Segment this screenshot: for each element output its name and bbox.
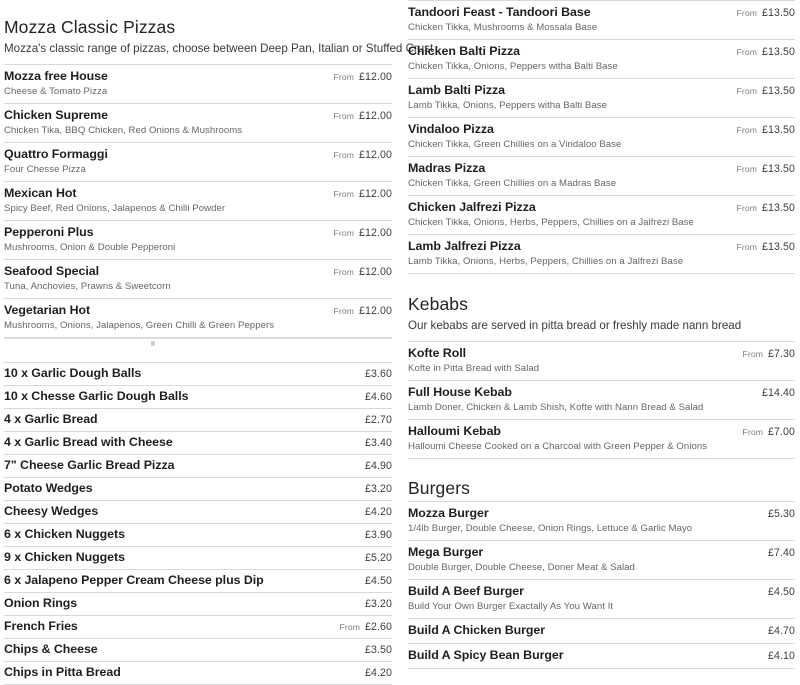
menu-item-name: 10 x Chesse Garlic Dough Balls bbox=[4, 389, 189, 403]
menu-item[interactable] bbox=[4, 64, 392, 103]
menu-item-description: Lamb Tikka, Onions, Herbs, Peppers, Chillies on a Jalfrezi Base bbox=[408, 256, 684, 267]
menu-item-price-group bbox=[350, 437, 392, 449]
menu-item-description: Spicy Beef, Red Onions, Jalapenos & Chilli Powder bbox=[4, 203, 226, 214]
menu-item-price-group bbox=[350, 391, 392, 403]
menu-item-price: £3.40 bbox=[364, 437, 392, 449]
menu-item-head bbox=[408, 648, 795, 663]
menu-item[interactable] bbox=[408, 579, 795, 618]
menu-item-head bbox=[408, 83, 795, 98]
menu-item-name: Potato Wedges bbox=[4, 481, 93, 495]
menu-item-price: £4.10 bbox=[767, 650, 795, 662]
section-title-kebabs: Kebabs bbox=[408, 294, 468, 314]
menu-item-description: Cheese & Tomato Pizza bbox=[4, 86, 108, 97]
menu-item-head bbox=[408, 506, 795, 521]
menu-item[interactable] bbox=[408, 643, 795, 668]
menu-item-name: 10 x Garlic Dough Balls bbox=[4, 366, 142, 380]
menu-item-price: £5.20 bbox=[364, 552, 392, 564]
menu-item-name: Kofte Roll bbox=[408, 346, 467, 360]
menu-item-head bbox=[4, 412, 392, 427]
section-subtitle-kebabs: Our kebabs are served in pitta bread or freshly made nann bread bbox=[408, 319, 742, 332]
menu-item-price-group bbox=[753, 586, 795, 598]
menu-item-head bbox=[408, 200, 795, 215]
menu-item[interactable] bbox=[408, 540, 795, 579]
menu-item-description: Mushrooms, Onion & Double Pepperoni bbox=[4, 242, 176, 253]
menu-item-head bbox=[4, 504, 392, 519]
menu-item-head bbox=[4, 389, 392, 404]
menu-item-description: Chicken Tikka, Mushrooms & Mossala Base bbox=[408, 22, 598, 33]
menu-item-price: £4.20 bbox=[364, 667, 392, 679]
menu-item-head bbox=[4, 69, 392, 84]
menu-item[interactable] bbox=[4, 592, 392, 615]
menu-item-price-group bbox=[727, 46, 795, 58]
menu-item-price-group bbox=[350, 414, 392, 426]
menu-item-price: £13.50 bbox=[761, 241, 795, 253]
menu-item[interactable] bbox=[408, 380, 795, 419]
menu-item-price: £3.60 bbox=[364, 368, 392, 380]
menu-item-head bbox=[408, 122, 795, 137]
menu-item-description: Kofte in Pitta Bread with Salad bbox=[408, 363, 540, 374]
menu-item-head bbox=[408, 623, 795, 638]
menu-item[interactable] bbox=[4, 454, 392, 477]
menu-item-description: 1/4lb Burger, Double Cheese, Onion Rings, Lettuce & Garlic Mayo bbox=[408, 523, 693, 534]
menu-item-price: £2.70 bbox=[364, 414, 392, 426]
menu-item-price-group bbox=[350, 552, 392, 564]
menu-item-head bbox=[408, 424, 795, 439]
menu-item-description: Chicken Tikka, Onions, Herbs, Peppers, Chillies on a Jalfrezi Base bbox=[408, 217, 694, 228]
price-from-label: From bbox=[333, 150, 354, 160]
menu-item-name: Pepperoni Plus bbox=[4, 225, 94, 239]
menu-item-price: £4.50 bbox=[364, 575, 392, 587]
menu-item-price-group bbox=[727, 202, 795, 214]
menu-item-description: Lamb Tikka, Onions, Peppers witha Balti Base bbox=[408, 100, 607, 111]
menu-item-price: £3.90 bbox=[364, 529, 392, 541]
menu-item-price: £7.40 bbox=[767, 547, 795, 559]
price-from-label: From bbox=[736, 164, 757, 174]
menu-item[interactable] bbox=[408, 501, 795, 540]
menu-item-name: Chicken Balti Pizza bbox=[408, 44, 520, 58]
price-from-label: From bbox=[742, 427, 763, 437]
menu-item[interactable] bbox=[4, 103, 392, 142]
menu-item-head bbox=[4, 147, 392, 162]
menu-item[interactable] bbox=[4, 142, 392, 181]
menu-item-name: 9 x Chicken Nuggets bbox=[4, 550, 125, 564]
menu-item-price: £4.90 bbox=[364, 460, 392, 472]
menu-item-price-group bbox=[324, 110, 392, 122]
menu-item-price: £13.50 bbox=[761, 85, 795, 97]
menu-item[interactable] bbox=[4, 181, 392, 220]
menu-item-description: Halloumi Cheese Cooked on a Charcoal with Green Pepper & Onions bbox=[408, 441, 708, 452]
menu-item-name: Quattro Formaggi bbox=[4, 147, 108, 161]
menu-item-head bbox=[4, 303, 392, 318]
clipped-heading-artifact bbox=[151, 341, 155, 346]
menu-item-head bbox=[4, 264, 392, 279]
right-column bbox=[400, 0, 800, 662]
menu-item-head bbox=[4, 186, 392, 201]
menu-item-description: Chicken Tikka, Green Chillies on a Madras Base bbox=[408, 178, 617, 189]
menu-item-price-group bbox=[324, 71, 392, 83]
menu-item-name: Onion Rings bbox=[4, 596, 78, 610]
menu-item-price-group bbox=[350, 598, 392, 610]
menu-item-price: £13.50 bbox=[761, 46, 795, 58]
menu-item-price-group bbox=[727, 7, 795, 19]
menu-item-name: Halloumi Kebab bbox=[408, 424, 501, 438]
menu-item[interactable] bbox=[4, 298, 392, 337]
menu-item-price: £12.00 bbox=[358, 305, 392, 317]
menu-item[interactable] bbox=[4, 385, 392, 408]
menu-item-price: £3.50 bbox=[364, 644, 392, 656]
menu-item-price-group bbox=[350, 667, 392, 679]
menu-item-head bbox=[408, 5, 795, 20]
menu-item-description: Chicken Tikka, Green Chillies on a Vindaloo Base bbox=[408, 139, 622, 150]
menu-item-price: £4.50 bbox=[767, 586, 795, 598]
menu-item-head bbox=[408, 385, 795, 400]
menu-item-name: Full House Kebab bbox=[408, 385, 512, 399]
menu-item-name: Build A Chicken Burger bbox=[408, 623, 546, 637]
price-from-label: From bbox=[736, 8, 757, 18]
menu-item-name: Cheesy Wedges bbox=[4, 504, 99, 518]
menu-item-price-group bbox=[727, 163, 795, 175]
menu-item-description: Four Chesse Pizza bbox=[4, 164, 86, 175]
menu-item[interactable] bbox=[4, 477, 392, 500]
section-subtitle-mozza-classic-pizzas: Mozza's classic range of pizzas, choose between Deep Pan, Italian or Stuffed Crust bbox=[4, 42, 434, 55]
menu-item-price: £12.00 bbox=[358, 227, 392, 239]
menu-item-price-group bbox=[330, 621, 392, 633]
price-from-label: From bbox=[339, 622, 360, 632]
menu-item-description: Double Burger, Double Cheese, Doner Meat & Salad bbox=[408, 562, 635, 573]
menu-item-head bbox=[408, 545, 795, 560]
menu-item[interactable] bbox=[4, 638, 392, 661]
menu-item[interactable] bbox=[4, 569, 392, 592]
menu-item-head bbox=[408, 346, 795, 361]
menu-item-head bbox=[4, 458, 392, 473]
menu-item-head bbox=[408, 44, 795, 59]
menu-item-name: Lamb Balti Pizza bbox=[408, 83, 505, 97]
menu-item-head bbox=[4, 596, 392, 611]
menu-item-name: Chicken Jalfrezi Pizza bbox=[408, 200, 536, 214]
menu-item-name: 7" Cheese Garlic Bread Pizza bbox=[4, 458, 175, 472]
menu-item-head bbox=[408, 584, 795, 599]
price-from-label: From bbox=[736, 47, 757, 57]
menu-item-head bbox=[4, 665, 392, 680]
menu-item-description: Lamb Doner, Chicken & Lamb Shish, Kofte with Nann Bread & Salad bbox=[408, 402, 704, 413]
menu-item-price-group bbox=[350, 644, 392, 656]
menu-item[interactable] bbox=[408, 156, 795, 195]
menu-item-name: 6 x Jalapeno Pepper Cream Cheese plus Dip bbox=[4, 573, 264, 587]
price-from-label: From bbox=[736, 242, 757, 252]
menu-item-name: Chicken Supreme bbox=[4, 108, 108, 122]
menu-item-price-group bbox=[753, 650, 795, 662]
menu-item-price: £12.00 bbox=[358, 110, 392, 122]
menu-item-price: £12.00 bbox=[358, 71, 392, 83]
menu-item-head bbox=[4, 619, 392, 634]
menu-item-price-group bbox=[753, 508, 795, 520]
menu-item-price: £7.00 bbox=[767, 426, 795, 438]
section-divider-sides bbox=[4, 338, 392, 362]
menu-item-description: Mushrooms, Onions, Jalapenos, Green Chilli & Green Peppers bbox=[4, 320, 275, 331]
menu-item-name: Mozza free House bbox=[4, 69, 108, 83]
menu-item[interactable] bbox=[408, 78, 795, 117]
menu-item-head bbox=[4, 366, 392, 381]
menu-item[interactable] bbox=[408, 618, 795, 643]
menu-item-name: 4 x Garlic Bread with Cheese bbox=[4, 435, 173, 449]
menu-item-price: £2.60 bbox=[364, 621, 392, 633]
menu-item-price: £5.30 bbox=[767, 508, 795, 520]
menu-item-name: French Fries bbox=[4, 619, 78, 633]
section-title-burgers: Burgers bbox=[408, 478, 470, 498]
price-from-label: From bbox=[333, 306, 354, 316]
menu-item-name: Seafood Special bbox=[4, 264, 99, 278]
menu-item-name: 6 x Chicken Nuggets bbox=[4, 527, 125, 541]
menu-item-price: £13.50 bbox=[761, 124, 795, 136]
menu-item[interactable] bbox=[4, 220, 392, 259]
menu-item-price-group bbox=[350, 506, 392, 518]
menu-item-price: £13.50 bbox=[761, 202, 795, 214]
menu-item-price: £4.20 bbox=[364, 506, 392, 518]
menu-item-price: £12.00 bbox=[358, 188, 392, 200]
price-from-label: From bbox=[333, 189, 354, 199]
menu-item[interactable] bbox=[4, 500, 392, 523]
list-end-rule bbox=[408, 668, 795, 669]
menu-item-price: £12.00 bbox=[358, 266, 392, 278]
menu-item-head bbox=[4, 225, 392, 240]
price-from-label: From bbox=[736, 203, 757, 213]
menu-item[interactable] bbox=[4, 431, 392, 454]
price-from-label: From bbox=[333, 111, 354, 121]
menu-item-head bbox=[4, 108, 392, 123]
menu-item-name: Mexican Hot bbox=[4, 186, 77, 200]
menu-item-price-group bbox=[350, 529, 392, 541]
price-from-label: From bbox=[333, 267, 354, 277]
menu-item-name: Vindaloo Pizza bbox=[408, 122, 494, 136]
menu-item-price: £13.50 bbox=[761, 163, 795, 175]
price-from-label: From bbox=[742, 349, 763, 359]
menu-item-price-group bbox=[753, 625, 795, 637]
menu-item-head bbox=[4, 573, 392, 588]
menu-item-price: £4.60 bbox=[364, 391, 392, 403]
menu-item[interactable] bbox=[408, 195, 795, 234]
price-from-label: From bbox=[736, 86, 757, 96]
menu-item[interactable] bbox=[4, 546, 392, 569]
menu-item-head bbox=[4, 642, 392, 657]
menu-item-name: Chips & Cheese bbox=[4, 642, 98, 656]
menu-item-price: £3.20 bbox=[364, 598, 392, 610]
menu-item-head bbox=[4, 435, 392, 450]
menu-item[interactable] bbox=[408, 419, 795, 458]
menu-item-price: £12.00 bbox=[358, 149, 392, 161]
menu-item-price-group bbox=[753, 547, 795, 559]
menu-item[interactable] bbox=[4, 408, 392, 431]
menu-item-head bbox=[4, 481, 392, 496]
menu-item-price-group bbox=[350, 368, 392, 380]
menu-item-price-group bbox=[733, 348, 795, 360]
menu-item[interactable] bbox=[4, 523, 392, 546]
menu-item-head bbox=[408, 239, 795, 254]
menu-item-price-group bbox=[733, 426, 795, 438]
menu-item-price-group bbox=[350, 575, 392, 587]
menu-item-price-group bbox=[747, 387, 795, 399]
menu-item-name: Tandoori Feast - Tandoori Base bbox=[408, 5, 591, 19]
menu-item-description: Build Your Own Burger Exactally As You Want It bbox=[408, 601, 614, 612]
price-from-label: From bbox=[333, 72, 354, 82]
menu-item-name: Mozza Burger bbox=[408, 506, 489, 520]
menu-item-price: £7.30 bbox=[767, 348, 795, 360]
menu-item[interactable] bbox=[408, 341, 795, 380]
menu-item-name: Lamb Jalfrezi Pizza bbox=[408, 239, 521, 253]
menu-item-price-group bbox=[727, 124, 795, 136]
menu-item[interactable] bbox=[408, 117, 795, 156]
menu-item-name: Madras Pizza bbox=[408, 161, 486, 175]
section-title-mozza-classic-pizzas: Mozza Classic Pizzas bbox=[4, 17, 176, 37]
menu-item-price-group bbox=[324, 266, 392, 278]
menu-item-name: Mega Burger bbox=[408, 545, 484, 559]
menu-item-name: Build A Beef Burger bbox=[408, 584, 524, 598]
menu-item-name: Vegetarian Hot bbox=[4, 303, 91, 317]
menu-item-head bbox=[408, 161, 795, 176]
menu-item-price-group bbox=[324, 188, 392, 200]
menu-item-description: Chicken Tika, BBQ Chicken, Red Onions & Mushrooms bbox=[4, 125, 243, 136]
menu-item-name: 4 x Garlic Bread bbox=[4, 412, 98, 426]
menu-item-price-group bbox=[727, 241, 795, 253]
menu-item[interactable] bbox=[4, 362, 392, 385]
menu-item-name: Chips in Pitta Bread bbox=[4, 665, 121, 679]
menu-item[interactable] bbox=[408, 0, 795, 39]
menu-item-head bbox=[4, 527, 392, 542]
price-from-label: From bbox=[736, 125, 757, 135]
menu-item-price-group bbox=[727, 85, 795, 97]
menu-item[interactable] bbox=[4, 259, 392, 298]
menu-item[interactable] bbox=[408, 234, 795, 273]
menu-item-price-group bbox=[324, 227, 392, 239]
menu-item[interactable] bbox=[408, 39, 795, 78]
menu-item-description: Chicken Tikka, Onions, Peppers witha Balti Base bbox=[408, 61, 618, 72]
menu-item-head bbox=[4, 550, 392, 565]
menu-item[interactable] bbox=[4, 661, 392, 684]
menu-item-price: £13.50 bbox=[761, 7, 795, 19]
menu-item-price: £3.20 bbox=[364, 483, 392, 495]
menu-item-price: £4.70 bbox=[767, 625, 795, 637]
menu-item-price-group bbox=[324, 149, 392, 161]
menu-item-price-group bbox=[350, 460, 392, 472]
menu-item-description: Tuna, Anchovies, Prawns & Sweetcorn bbox=[4, 281, 171, 292]
menu-item[interactable] bbox=[4, 615, 392, 638]
menu-item-price-group bbox=[324, 305, 392, 317]
menu-item-price-group bbox=[350, 483, 392, 495]
menu-item-name: Build A Spicy Bean Burger bbox=[408, 648, 564, 662]
menu-item-price: £14.40 bbox=[761, 387, 795, 399]
price-from-label: From bbox=[333, 228, 354, 238]
